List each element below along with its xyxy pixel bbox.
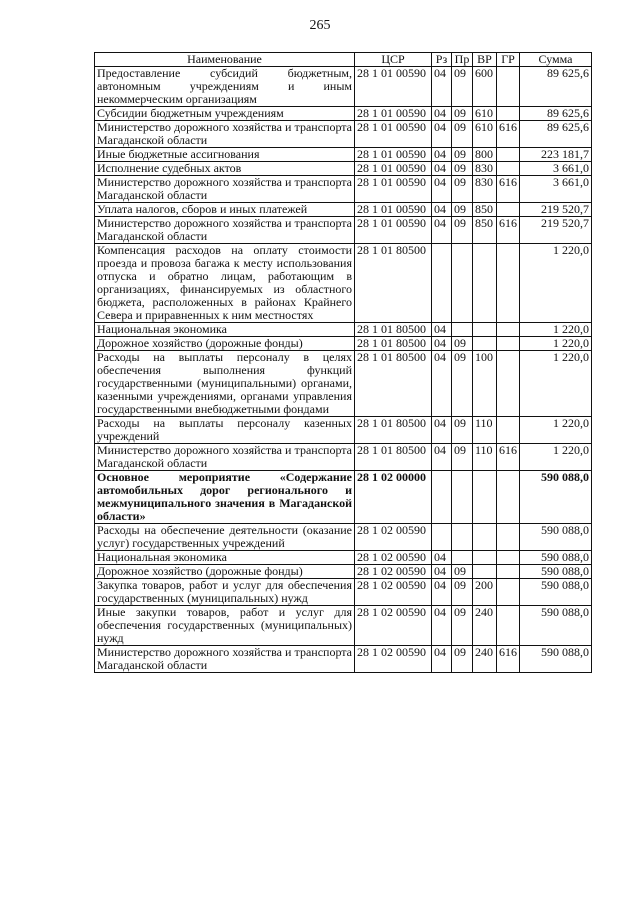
row-name: Субсидии бюджетным учреждениям xyxy=(95,107,355,121)
row-pr: 09 xyxy=(452,337,473,351)
row-vr xyxy=(473,551,497,565)
row-sum: 1 220,0 xyxy=(520,337,592,351)
row-csr: 28 1 02 00590 xyxy=(355,565,432,579)
row-gr xyxy=(497,351,520,417)
row-csr: 28 1 01 80500 xyxy=(355,444,432,471)
row-sum: 223 181,7 xyxy=(520,148,592,162)
row-rz: 04 xyxy=(432,351,452,417)
row-name: Дорожное хозяйство (дорожные фонды) xyxy=(95,565,355,579)
row-vr xyxy=(473,471,497,524)
row-gr: 616 xyxy=(497,217,520,244)
row-gr xyxy=(497,244,520,323)
row-rz: 04 xyxy=(432,444,452,471)
table-row xyxy=(95,121,592,148)
row-sum: 3 661,0 xyxy=(520,176,592,203)
row-name: Закупка товаров, работ и услуг для обеспечения государственных (муниципальных) нужд xyxy=(95,579,355,606)
row-rz: 04 xyxy=(432,162,452,176)
table-row xyxy=(95,417,592,444)
row-csr: 28 1 02 00000 xyxy=(355,471,432,524)
row-pr xyxy=(452,323,473,337)
row-csr: 28 1 02 00590 xyxy=(355,524,432,551)
row-sum: 590 088,0 xyxy=(520,524,592,551)
row-pr: 09 xyxy=(452,606,473,646)
row-pr xyxy=(452,551,473,565)
row-sum: 1 220,0 xyxy=(520,417,592,444)
row-vr xyxy=(473,337,497,351)
row-rz: 04 xyxy=(432,176,452,203)
row-csr: 28 1 01 00590 xyxy=(355,121,432,148)
row-pr: 09 xyxy=(452,417,473,444)
row-sum: 1 220,0 xyxy=(520,323,592,337)
row-name: Министерство дорожного хозяйства и транспорта Магаданской области xyxy=(95,176,355,203)
row-sum: 1 220,0 xyxy=(520,351,592,417)
row-pr: 09 xyxy=(452,565,473,579)
row-vr xyxy=(473,323,497,337)
row-rz: 04 xyxy=(432,606,452,646)
row-sum: 3 661,0 xyxy=(520,162,592,176)
row-csr: 28 1 02 00590 xyxy=(355,606,432,646)
row-csr: 28 1 02 00590 xyxy=(355,551,432,565)
row-name: Министерство дорожного хозяйства и транспорта Магаданской области xyxy=(95,646,355,673)
row-gr xyxy=(497,579,520,606)
row-sum: 219 520,7 xyxy=(520,217,592,244)
row-name: Иные закупки товаров, работ и услуг для обеспечения государственных (муниципальных) нужд xyxy=(95,606,355,646)
row-vr: 600 xyxy=(473,67,497,107)
row-rz xyxy=(432,471,452,524)
row-csr: 28 1 01 00590 xyxy=(355,217,432,244)
row-sum: 590 088,0 xyxy=(520,551,592,565)
row-rz: 04 xyxy=(432,337,452,351)
table-row xyxy=(95,551,592,565)
row-sum: 590 088,0 xyxy=(520,565,592,579)
row-sum: 590 088,0 xyxy=(520,579,592,606)
row-gr: 616 xyxy=(497,444,520,471)
row-gr xyxy=(497,565,520,579)
row-gr xyxy=(497,162,520,176)
row-name: Предоставление субсидий бюджетным, автономным учреждениям и иным некоммерческим организациям xyxy=(95,67,355,107)
row-gr xyxy=(497,471,520,524)
row-pr: 09 xyxy=(452,217,473,244)
page-number: 265 xyxy=(309,18,331,33)
row-sum: 219 520,7 xyxy=(520,203,592,217)
row-pr xyxy=(452,471,473,524)
header-gr: ГР xyxy=(497,53,520,67)
row-rz: 04 xyxy=(432,579,452,606)
row-pr: 09 xyxy=(452,162,473,176)
header-csr: ЦСР xyxy=(355,53,432,67)
row-gr xyxy=(497,524,520,551)
row-rz: 04 xyxy=(432,323,452,337)
row-name: Национальная экономика xyxy=(95,323,355,337)
row-pr: 09 xyxy=(452,444,473,471)
row-csr: 28 1 01 00590 xyxy=(355,148,432,162)
row-csr: 28 1 01 00590 xyxy=(355,162,432,176)
row-name: Уплата налогов, сборов и иных платежей xyxy=(95,203,355,217)
row-rz xyxy=(432,524,452,551)
row-csr: 28 1 02 00590 xyxy=(355,646,432,673)
row-csr: 28 1 01 80500 xyxy=(355,417,432,444)
row-rz: 04 xyxy=(432,217,452,244)
table-row xyxy=(95,217,592,244)
header-name: Наименование xyxy=(95,53,355,67)
table-row xyxy=(95,67,592,107)
table-row xyxy=(95,606,592,646)
row-vr: 830 xyxy=(473,162,497,176)
table-row xyxy=(95,162,592,176)
row-vr xyxy=(473,565,497,579)
row-sum: 89 625,6 xyxy=(520,107,592,121)
row-vr xyxy=(473,524,497,551)
row-name: Расходы на выплаты персоналу казенных учреждений xyxy=(95,417,355,444)
row-sum: 89 625,6 xyxy=(520,121,592,148)
row-name: Компенсация расходов на оплату стоимости проезда и провоза багажа к месту использования отпуска и обратно лицам, работающим в организациях, финансируемых из областного бюджета, расположенных в районах Крайнего Севера и приравненных к ним местностях xyxy=(95,244,355,323)
row-gr xyxy=(497,323,520,337)
row-csr: 28 1 01 80500 xyxy=(355,244,432,323)
header-vr: ВР xyxy=(473,53,497,67)
row-csr: 28 1 02 00590 xyxy=(355,579,432,606)
row-name: Дорожное хозяйство (дорожные фонды) xyxy=(95,337,355,351)
row-gr xyxy=(497,67,520,107)
row-vr: 850 xyxy=(473,217,497,244)
header-sum: Сумма xyxy=(520,53,592,67)
row-pr xyxy=(452,524,473,551)
table-row xyxy=(95,351,592,417)
row-pr: 09 xyxy=(452,121,473,148)
row-rz xyxy=(432,244,452,323)
row-sum: 89 625,6 xyxy=(520,67,592,107)
table-row xyxy=(95,148,592,162)
row-sum: 590 088,0 xyxy=(520,606,592,646)
row-gr: 616 xyxy=(497,646,520,673)
row-vr: 610 xyxy=(473,107,497,121)
table-row xyxy=(95,107,592,121)
row-rz: 04 xyxy=(432,417,452,444)
row-name: Расходы на выплаты персоналу в целях обеспечения выполнения функций государственными (муниципальными) органами, казенными учреждениями, органами управления государственными внебюджетными фондами xyxy=(95,351,355,417)
budget-table xyxy=(94,52,592,673)
row-rz: 04 xyxy=(432,67,452,107)
row-pr: 09 xyxy=(452,579,473,606)
row-csr: 28 1 01 00590 xyxy=(355,176,432,203)
row-pr: 09 xyxy=(452,351,473,417)
table-row xyxy=(95,471,592,524)
header-pr: Пр xyxy=(452,53,473,67)
row-vr: 110 xyxy=(473,444,497,471)
row-name: Министерство дорожного хозяйства и транспорта Магаданской области xyxy=(95,121,355,148)
row-csr: 28 1 01 00590 xyxy=(355,67,432,107)
row-vr: 800 xyxy=(473,148,497,162)
row-rz: 04 xyxy=(432,646,452,673)
table-row xyxy=(95,579,592,606)
row-csr: 28 1 01 00590 xyxy=(355,107,432,121)
table-row xyxy=(95,444,592,471)
row-sum: 1 220,0 xyxy=(520,244,592,323)
row-pr: 09 xyxy=(452,203,473,217)
row-rz: 04 xyxy=(432,551,452,565)
row-pr: 09 xyxy=(452,646,473,673)
row-sum: 1 220,0 xyxy=(520,444,592,471)
row-rz: 04 xyxy=(432,107,452,121)
table-row xyxy=(95,337,592,351)
row-rz: 04 xyxy=(432,121,452,148)
row-gr xyxy=(497,606,520,646)
row-vr: 830 xyxy=(473,176,497,203)
row-vr: 240 xyxy=(473,646,497,673)
table-row xyxy=(95,323,592,337)
table-row xyxy=(95,524,592,551)
row-gr xyxy=(497,203,520,217)
row-gr xyxy=(497,148,520,162)
table-row xyxy=(95,203,592,217)
row-csr: 28 1 01 00590 xyxy=(355,203,432,217)
header-rz: Рз xyxy=(432,53,452,67)
row-gr: 616 xyxy=(497,176,520,203)
table-row xyxy=(95,646,592,673)
row-vr: 240 xyxy=(473,606,497,646)
row-vr: 100 xyxy=(473,351,497,417)
row-rz: 04 xyxy=(432,565,452,579)
row-csr: 28 1 01 80500 xyxy=(355,323,432,337)
table-row xyxy=(95,244,592,323)
row-sum: 590 088,0 xyxy=(520,646,592,673)
row-name: Основное мероприятие «Содержание автомобильных дорог регионального и межмуниципального значения в Магаданской области» xyxy=(95,471,355,524)
row-gr xyxy=(497,107,520,121)
table-row xyxy=(95,176,592,203)
row-gr xyxy=(497,337,520,351)
row-pr: 09 xyxy=(452,148,473,162)
row-csr: 28 1 01 80500 xyxy=(355,351,432,417)
row-name: Исполнение судебных актов xyxy=(95,162,355,176)
row-name: Министерство дорожного хозяйства и транспорта Магаданской области xyxy=(95,217,355,244)
row-gr: 616 xyxy=(497,121,520,148)
row-name: Иные бюджетные ассигнования xyxy=(95,148,355,162)
row-vr: 850 xyxy=(473,203,497,217)
row-vr: 200 xyxy=(473,579,497,606)
row-pr: 09 xyxy=(452,107,473,121)
row-vr: 610 xyxy=(473,121,497,148)
row-name: Министерство дорожного хозяйства и транспорта Магаданской области xyxy=(95,444,355,471)
row-vr: 110 xyxy=(473,417,497,444)
row-name: Расходы на обеспечение деятельности (оказание услуг) государственных учреждений xyxy=(95,524,355,551)
row-vr xyxy=(473,244,497,323)
row-rz: 04 xyxy=(432,203,452,217)
row-pr: 09 xyxy=(452,67,473,107)
row-gr xyxy=(497,417,520,444)
row-csr: 28 1 01 80500 xyxy=(355,337,432,351)
row-sum: 590 088,0 xyxy=(520,471,592,524)
row-gr xyxy=(497,551,520,565)
row-rz: 04 xyxy=(432,148,452,162)
row-pr xyxy=(452,244,473,323)
row-name: Национальная экономика xyxy=(95,551,355,565)
table-header-row xyxy=(95,53,592,67)
row-pr: 09 xyxy=(452,176,473,203)
table-row xyxy=(95,565,592,579)
